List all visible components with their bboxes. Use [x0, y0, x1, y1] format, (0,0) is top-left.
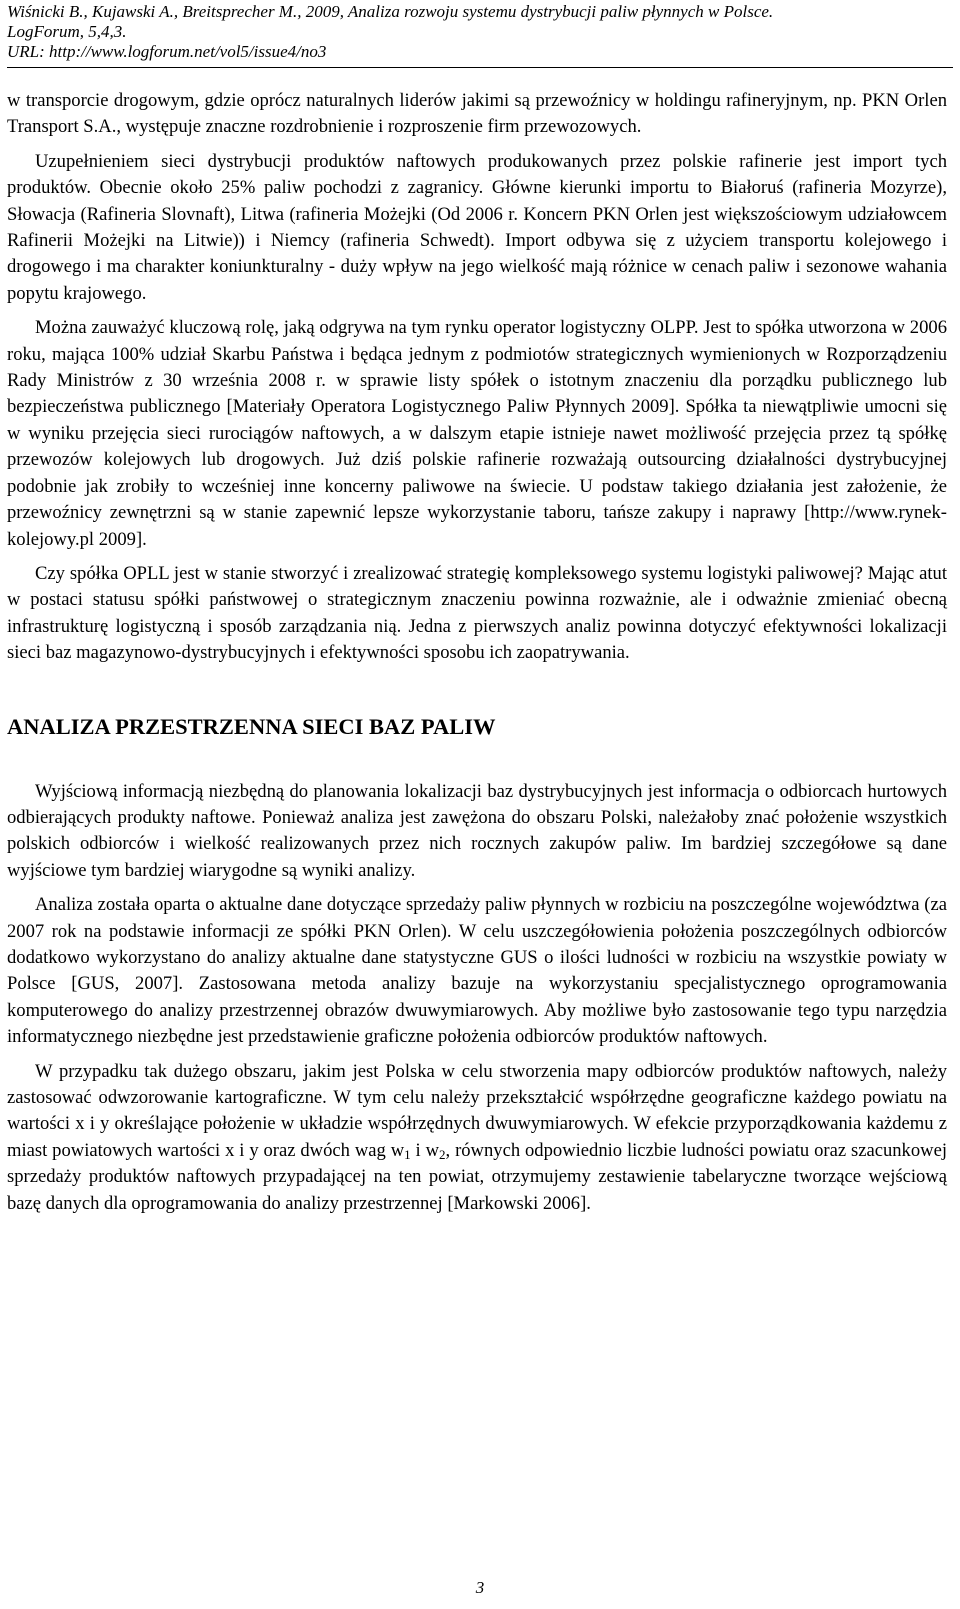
paragraph-continued: w transporcie drogowym, gdzie oprócz naturalnych liderów jakimi są przewoźnicy w holdingu rafineryjnym, np. PKN Orlen Transport S.A., występuje znaczne rozdrobnienie i rozproszenie firm przewozowych.	[7, 90, 947, 138]
header-citation: Wiśnicki B., Kujawski A., Breitsprecher M., 2009, Analiza rozwoju systemu dystrybucji paliw płynnych w Polsce.	[7, 2, 774, 21]
header-journal: LogForum, 5,4,3.	[7, 22, 127, 41]
paragraph-cartographic	[7, 1059, 947, 1217]
paragraph-olpp: Można zauważyć kluczową rolę, jaką odgrywa na tym rynku operator logistyczny OLPP. Jest to spółka utworzona w 2006 roku, mająca 100% udział Skarbu Państwa i będąca jednym z podmiotów strategicznych wymienionych w Rozporządzeniu Rady Ministrów z 30 września 2008 r. w sprawie listy spółek o istotnym znaczeniu dla porządku publicznego lub bezpieczeństwa publicznego [Materiały Operatora Logistycznego Paliw Płynnych 2009]. Spółka ta niewątpliwie umocni się w wyniku przejęcia sieci rurociągów naftowych, a w dalszym etapie istnieje nawet możliwość przejęcia przez tą spółkę przewozów kolejowych lub drogowych. Już dziś polskie rafinerie rozważają outsourcing działalności dystrybucyjnej podobnie jak zrobiły to wcześniej inne koncerny paliwowe na świecie. U podstaw takiego działania jest założenie, że przewoźnicy zewnętrzni są w stanie zapewnić lepsze wykorzystanie taboru, tańsze zakupy i naprawy [http://www.rynek-kolejowy.pl 2009].	[7, 317, 947, 550]
page-body	[7, 88, 947, 1217]
paragraph-analysis-basis: Analiza została oparta o aktualne dane dotyczące sprzedaży paliw płynnych w rozbiciu na poszczególne województwa (za 2007 rok na podstawie informacji ze spółki PKN Orlen). W celu uszczegółowienia położenia poszczególnych odbiorców dodatkowo wykorzystano do analizy aktualne dane statystyczne GUS o ilości ludności w rozbiciu na wszystkie powiaty w Polsce [GUS, 2007]. Zastosowana metoda analizy bazuje na wykorzystaniu specjalistycznego oprogramowania komputerowego do analizy przestrzennej obrazów dwuwymiarowych. Aby możliwe było zastosowanie tego typu narzędzia informatycznego niezbędne jest przedstawienie graficzne położenia odbiorców produktów naftowych.	[7, 894, 947, 1048]
header-url: URL: http://www.logforum.net/vol5/issue4/no3	[7, 42, 327, 61]
paragraph-strategy: Czy spółka OPLL jest w stanie stworzyć i zrealizować strategię kompleksowego systemu logistyki paliwowej? Mając atut w postaci statusu spółki państwowej o strategicznym znaczeniu powinna rozważnie, ale i odważnie zmieniać obecną infrastrukturę logistyczną i sposób zarządzania nią. Jedna z pierwszych analiz powinna dotyczyć efektywności lokalizacji sieci baz magazynowo-dystrybucyjnych i efektywności sposobu ich zaopatrywania.	[7, 562, 947, 664]
paragraph-import: Uzupełnieniem sieci dystrybucji produktów naftowych produkowanych przez polskie rafinerie jest import tych produktów. Obecnie około 25% paliw pochodzi z zagranicy. Główne kierunki importu to Białoruś (rafineria Mozyrze), Słowacja (Rafineria Slovnaft), Litwa (rafineria Możejki (Od 2006 r. Koncern PKN Orlen jest większościowym udziałowcem Rafinerii Możejki na Litwie)) i Niemcy (rafineria Schwedt). Import odbywa się z użyciem transportu kolejowego i drogowego i ma charakter koniunkturalny - duży wpływ na jego wielkość mają różnice w cenach paliw i sezonowe wahania popytu krajowego.	[7, 150, 947, 304]
paragraph-text: i w	[410, 1139, 440, 1161]
subscript-1: 1	[404, 1146, 411, 1162]
header-divider	[7, 67, 953, 68]
paragraph-input-data: Wyjściową informacją niezbędną do planowania lokalizacji baz dystrybucyjnych jest informacja o odbiorcach hurtowych odbierających produkty naftowe. Ponieważ analiza jest zawężona do obszaru Polski, należałoby znać położenie wszystkich polskich odbiorców i wielkość realizowanych przez nich rocznych zakupów paliw. Im bardziej szczegółowe są dane wyjściowe tym bardziej wiarygodne są wyniki analizy.	[7, 780, 947, 881]
subscript-2: 2	[439, 1146, 446, 1162]
page-number: 3	[475, 1578, 485, 1597]
section-heading: ANALIZA PRZESTRZENNA SIECI BAZ PALIW	[7, 713, 496, 739]
running-header	[7, 2, 953, 62]
paragraph-text: W przypadku tak dużego obszaru, jakim jest Polska w celu stworzenia mapy odbiorców produktów naftowych, należy zastosować odwzorowanie kartograficzne. W tym celu należy przekształcić współrzędne geograficzne każdego powiatu na wartości x i y określające położenie w układzie współrzędnych dwuwymiarowych. W efekcie przyporządkowania każdemu z miast powiatowych wartości x i y oraz dwóch wag w	[7, 1060, 947, 1161]
paragraph-text: , równych odpowiednio liczbie ludności powiatu oraz szacunkowej sprzedaży produktów naftowych przypadającej na ten powiat, otrzymujemy zestawienie tabelaryczne tworzące wejściową bazę danych dla oprogramowania do analizy przestrzennej [Markowski 2006].	[7, 1139, 947, 1214]
